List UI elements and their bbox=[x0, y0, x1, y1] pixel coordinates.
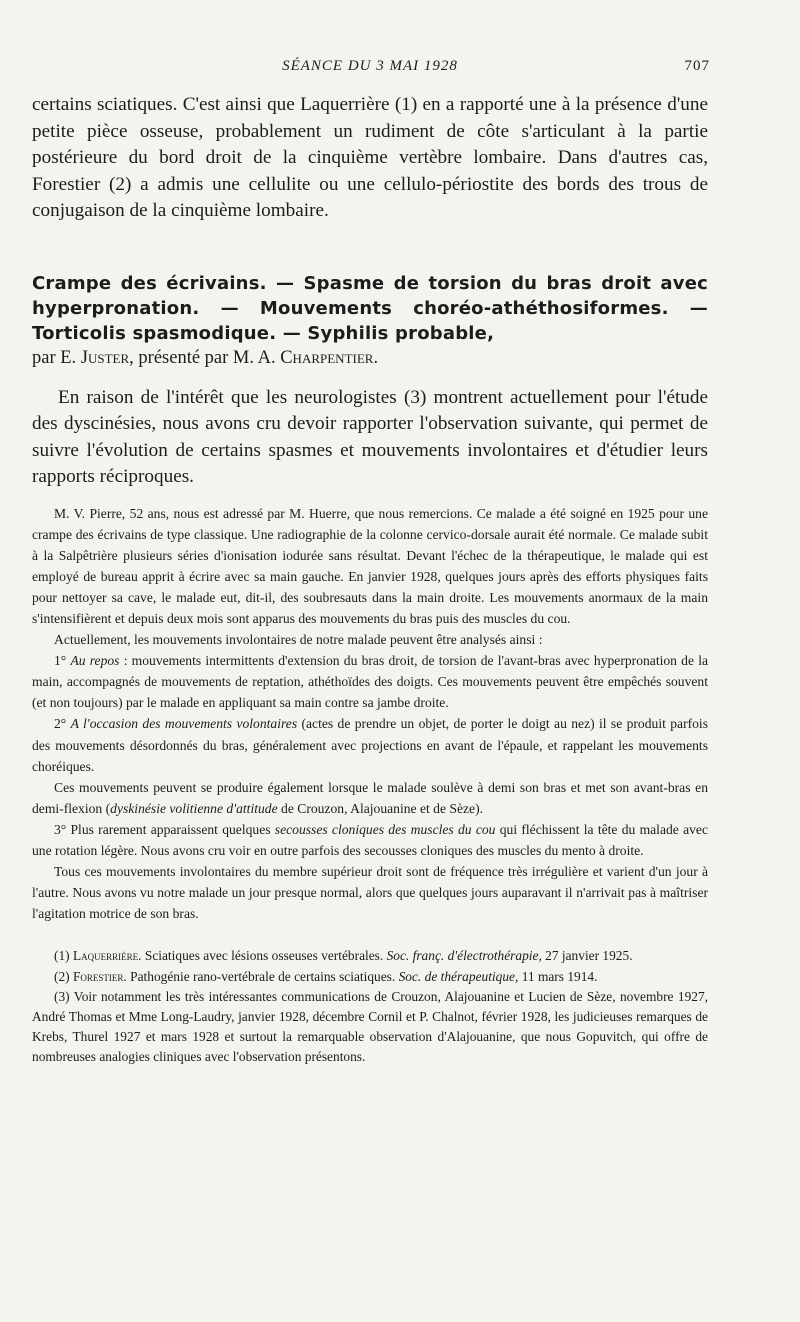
item-number: 1° bbox=[54, 653, 67, 669]
item-number: 2° bbox=[54, 716, 67, 732]
footnote-2 bbox=[32, 967, 708, 987]
footnote-text: Voir notamment les très intéressantes communications de Crouzon, Alajouanine et Lucien de Sèze, novembre 1927, André Thomas et Mme Long-Laudry, janvier 1928, décembre Cornil et P. Chalnot, février 1928, les judicieuses remarques de Krebs, Thurel 1927 et mars 1928 et surtout la remarquable observation d'Alajouanine, que nous Gopuvitch, qui offre de nombreuses analogies cliniques avec l'observation présentons. bbox=[32, 988, 708, 1065]
footnote-3 bbox=[32, 987, 708, 1068]
text-part: de Crouzon, Alajouanine et de Sèze). bbox=[281, 800, 483, 816]
presented-by: présenté par M. A. bbox=[138, 347, 276, 368]
footnote-date: 11 mars 1914. bbox=[521, 968, 598, 984]
item-heading: A l'occasion des mouvements volontaires bbox=[70, 716, 298, 732]
text-part: Ces mouvements peuvent se produire également lorsque le malade soulève à demi son bras et met son avant-bras en demi-flexion ( bbox=[32, 779, 708, 816]
case-paragraph-history: M. V. Pierre, 52 ans, nous est adressé par M. Huerre, que nous remercions. Ce malade a été soigné en 1925 pour une crampe des écrivains de type classique. Une radiographie de la colonne cervico-dorsale aurait été normale. Ce malade subit à la Salpêtrière plusieurs séries d'ionisation iodurée sans résultat. Devant l'échec de la thérapeutique, le malade qui est employé de bureau apprit à écrire avec sa main gauche. En janvier 1928, quelques jours après des efforts physiques faits pour nettoyer sa cave, le malade eut, dit-il, des soubresauts dans la main droite. Les mouvements anormaux de la main s'intensifièrent et depuis deux mois sont apparus des mouvements du bras puis des muscles du cou. bbox=[32, 505, 708, 626]
case-paragraph-attitude bbox=[32, 777, 708, 819]
footnote-text: Pathogénie rano-vertébrale de certains sciatiques. bbox=[130, 968, 396, 984]
page-number: 707 bbox=[684, 58, 710, 74]
author-name: E. Juster, bbox=[60, 347, 134, 368]
footnote-text: Sciatiques avec lésions osseuses vertébrales. bbox=[144, 948, 384, 964]
case-paragraph-rest bbox=[32, 650, 708, 713]
presenter-name: Charpentier. bbox=[280, 347, 379, 368]
footnote-journal: Soc. de thérapeutique, bbox=[398, 968, 519, 984]
footnote-author: Forestier. bbox=[72, 968, 127, 984]
item-text: : mouvements intermittents d'extension du bras droit, de torsion de l'avant-bras avec hyperpronation de la main, accompagnés de mouvements de reptation, athéthoïdes des doigts. Ces mouvements peuvent être empêchés souvent (et non toujours) par le malade en appliquant sa main contre sa jambe droite. bbox=[32, 653, 709, 711]
footnote-date: 27 janvier 1925. bbox=[545, 948, 633, 964]
case-paragraph-frequency: Tous ces mouvements involontaires du membre supérieur droit sont de fréquence très irrégulière et varient d'un jour à l'autre. Nous avons vu notre malade un jour presque normal, alors que quelques jours auparavant il n'arrivait pas à maîtriser l'agitation motrice de son bras. bbox=[32, 864, 708, 922]
case-paragraph-voluntary bbox=[32, 713, 708, 776]
footnote-mark: (3) bbox=[54, 988, 70, 1004]
byline-prefix: par bbox=[32, 347, 56, 368]
case-paragraph-clonic bbox=[32, 819, 708, 861]
item-text: (actes de prendre un objet, de porter le doigt au nez) il se produit parfois des mouvements désordonnés du bras, généralement avec projections en avant de l'épaule, et rappelant les mouvements choréiques. bbox=[32, 716, 708, 774]
footnote-author: Laquerrière. bbox=[72, 948, 142, 964]
case-report bbox=[32, 503, 708, 925]
lead-paragraph: En raison de l'intérêt que les neurologistes (3) montrent actuellement pour l'étude des dyscinésies, nous avons cru devoir rapporter l'observation suivante, qui permet de suivre l'évolution de certains spasmes et mouvements involontaires et d'étudier leurs rapports réciproques. bbox=[32, 386, 708, 487]
item-heading: Au repos bbox=[70, 653, 120, 669]
emphasis: dyskinésie volitienne d'attitude bbox=[110, 800, 278, 816]
footnote-1 bbox=[32, 946, 708, 966]
case-paragraph-analysis: Actuellement, les mouvements involontaires de notre malade peuvent être analysés ainsi : bbox=[54, 632, 543, 648]
footnote-mark: (2) bbox=[54, 968, 70, 984]
text-part: qui fléchissent la tête du malade avec une rotation légère. Nous avons cru voir en outre parfois des secousses cloniques des muscles du mento à droite. bbox=[32, 821, 708, 858]
article-title: Crampe des écrivains. — Spasme de torsion du bras droit avec hyperpronation. — Mouvements choréo-athéthosiformes. — Torticolis spasmodique. — Syphilis probable, bbox=[32, 272, 708, 344]
text-part: 3° Plus rarement apparaissent quelques bbox=[54, 821, 271, 837]
intro-paragraph: certains sciatiques. C'est ainsi que Laquerrière (1) en a rapporté une à la présence d'une petite pièce osseuse, probablement un rudiment de côte s'articulant à la partie postérieure du bord droit de la cinquième vertèbre lombaire. Dans d'autres cas, Forestier (2) a admis une cellulite ou une cellulo-périostite des bords des trous de conjugaison de la cinquième lombaire. bbox=[32, 94, 708, 221]
footnote-mark: (1) bbox=[54, 948, 70, 964]
footnotes bbox=[32, 946, 708, 1067]
footnote-journal: Soc. franç. d'électrothérapie, bbox=[386, 948, 542, 964]
emphasis: secousses cloniques des muscles du cou bbox=[274, 821, 496, 837]
article-byline bbox=[32, 346, 708, 371]
running-title: SÉANCE DU 3 MAI 1928 bbox=[282, 58, 458, 74]
running-header bbox=[32, 52, 708, 82]
